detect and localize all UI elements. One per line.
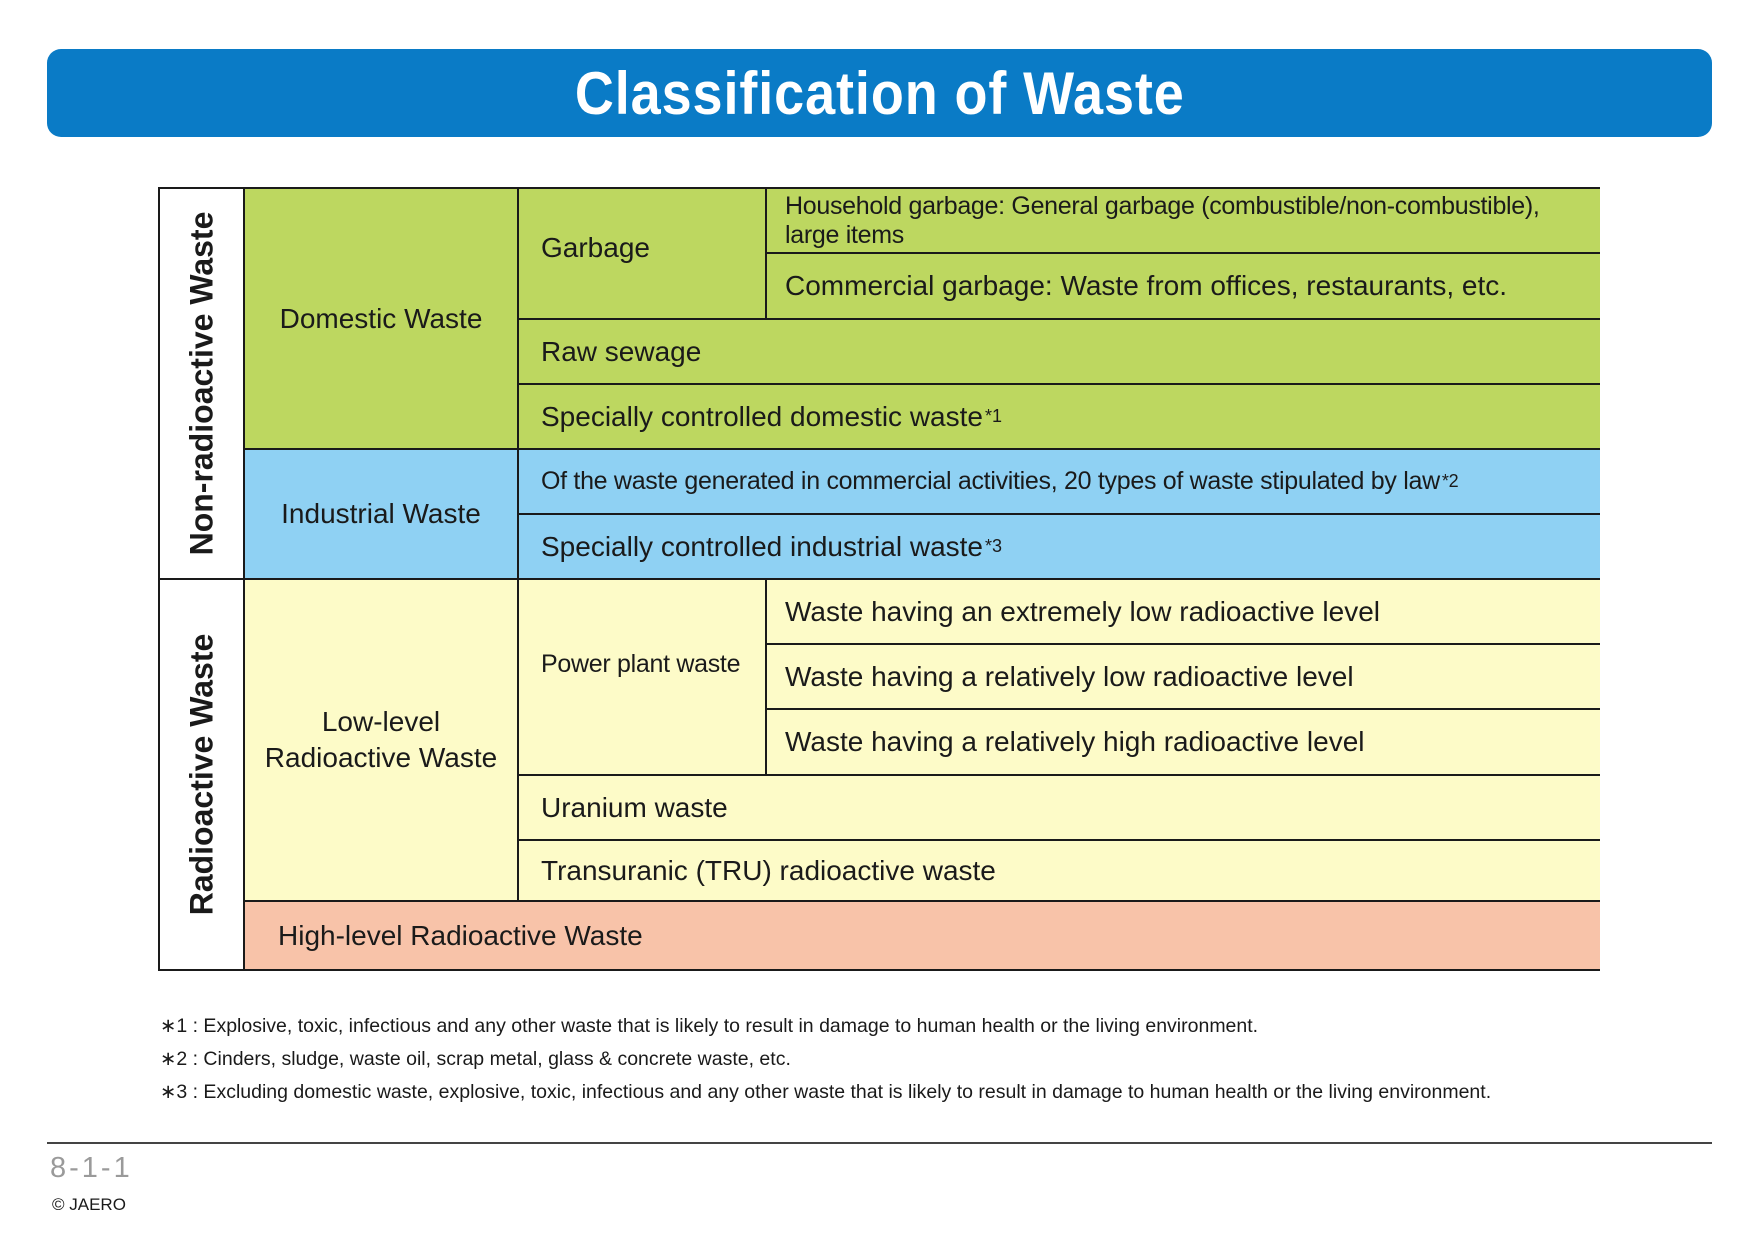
industrial-20-types-label: Of the waste generated in commercial activities, 20 types of waste stipulated by law <box>541 467 1440 495</box>
copyright: © JAERO <box>52 1195 126 1214</box>
classification-table <box>158 187 1600 971</box>
raw-sewage-label: Raw sewage <box>541 335 702 367</box>
relatively-high-level-label: Waste having a relatively high radioactive level <box>785 726 1365 757</box>
domestic-waste <box>245 189 519 450</box>
garbage-label: Garbage <box>541 231 650 263</box>
note-mark-3: *3 <box>985 536 1003 556</box>
specially-controlled-domestic-label: Specially controlled domestic waste <box>541 400 983 432</box>
uranium-waste-label: Uranium waste <box>541 791 728 823</box>
specially-controlled-industrial <box>519 515 1600 580</box>
tru-waste <box>519 841 1600 902</box>
title-bar <box>47 49 1712 137</box>
low-level-waste-label: Low-level Radioactive Waste <box>264 706 498 773</box>
note-mark-1: *1 <box>984 406 1002 426</box>
high-level-waste <box>245 902 1600 969</box>
note-mark-2: *2 <box>1441 471 1459 491</box>
specially-controlled-domestic <box>519 385 1600 450</box>
relatively-low-level-label: Waste having a relatively low radioactive level <box>785 660 1354 692</box>
radioactive-label: Radioactive Waste <box>183 633 220 916</box>
non-radioactive-category <box>160 189 245 580</box>
power-plant-waste-label: Power plant waste <box>541 649 741 678</box>
domestic-waste-label: Domestic Waste <box>279 302 483 334</box>
household-garbage-label: Household garbage: General garbage (combustible/non-combustible), large items <box>785 191 1540 249</box>
footnotes <box>160 1010 1491 1109</box>
non-radioactive-label: Non-radioactive Waste <box>183 211 219 556</box>
footnote-1: ∗1 : Explosive, toxic, infectious and any other waste that is likely to result in damage to human health or the living environment. <box>160 1015 1259 1037</box>
raw-sewage <box>519 320 1600 385</box>
radioactive-category <box>160 580 245 969</box>
power-plant-waste <box>519 580 767 776</box>
specially-controlled-industrial-label: Specially controlled industrial waste <box>541 530 983 562</box>
garbage-cell <box>519 189 767 320</box>
relatively-high-level <box>767 710 1600 776</box>
low-level-waste <box>245 580 519 902</box>
footnote-2: ∗2 : Cinders, sludge, waste oil, scrap metal, glass & concrete waste, etc. <box>160 1048 791 1070</box>
footnote-3: ∗3 : Excluding domestic waste, explosive, toxic, infectious and any other waste that is likely to result in damage to human health or the living environment. <box>160 1081 1492 1103</box>
page-number: 8-1-1 <box>50 1152 133 1184</box>
tru-waste-label: Transuranic (TRU) radioactive waste <box>541 854 996 886</box>
industrial-waste-label: Industrial Waste <box>281 498 481 529</box>
extremely-low-level <box>767 580 1600 645</box>
footer-divider <box>47 1142 1712 1144</box>
extremely-low-level-label: Waste having an extremely low radioactive level <box>785 595 1381 627</box>
high-level-waste-label: High-level Radioactive Waste <box>278 919 643 951</box>
page-title: Classification of Waste <box>574 59 1185 127</box>
commercial-garbage <box>767 254 1600 320</box>
uranium-waste <box>519 776 1600 841</box>
commercial-garbage-label: Commercial garbage: Waste from offices, restaurants, etc. <box>785 270 1508 301</box>
industrial-waste <box>245 450 519 580</box>
industrial-20-types <box>519 450 1600 515</box>
relatively-low-level <box>767 645 1600 710</box>
household-garbage <box>767 189 1600 254</box>
